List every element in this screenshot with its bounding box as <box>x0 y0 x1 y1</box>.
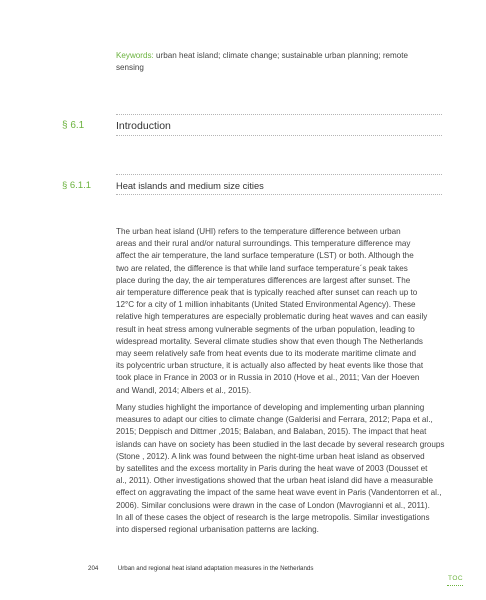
subsection-number: § 6.1.1 <box>62 180 92 191</box>
text-line: al., 2011). Other investigations showed that the urban heat island did have a measurable <box>116 476 434 486</box>
divider-top <box>116 174 442 175</box>
text-line: In all of these cases the object of research is the large metropolis. Similar investigations <box>116 512 430 522</box>
keywords-block <box>116 50 416 74</box>
text-line: two are related, the difference is that while land surface temperature´s peak takes <box>116 263 408 273</box>
text-line: Many studies highlight the importance of developing and implementing urban planning <box>116 403 425 412</box>
text-line: its polycentric urban structure, it is actually also affected by heat events like those that <box>116 361 424 371</box>
text-line: may seem relatively safe from heat events due to its moderate maritime climate and <box>116 349 417 359</box>
text-line: 2006). Similar conclusions were drawn in the case of London (Mavrogianni et al., 2011). <box>116 500 430 510</box>
text-line: by satellites and the excess mortality in Paris during the heat wave of 2003 (Dousset et <box>116 464 428 474</box>
running-title: Urban and regional heat island adaptation measures in the Netherlands <box>117 565 314 572</box>
section-title: Introduction <box>116 120 171 132</box>
keywords-text: urban heat island; climate change; sustainable urban planning; remote sensing <box>116 51 409 72</box>
keywords-label: Keywords: <box>116 51 154 60</box>
text-line: into dispersed regional urbanisation patterns are lacking. <box>116 525 319 535</box>
text-line: The urban heat island (UHI) refers to the temperature difference between urban <box>116 227 401 236</box>
text-line: relative high temperatures are especially problematic during heat waves and can easily <box>116 312 428 322</box>
paragraph-2 <box>116 402 446 536</box>
toc-underline <box>447 585 463 586</box>
text-line: result in heat stress among vulnerable segments of the urban population, leading to <box>116 324 415 334</box>
subsection-heading-heat-islands <box>62 180 442 196</box>
divider-bottom <box>116 194 442 195</box>
text-line: effect on aggravating the impact of the same heat wave event in Paris (Vandentorren et al., <box>116 488 442 498</box>
subsection-title: Heat islands and medium size cities <box>116 181 264 191</box>
text-line: and Wandl, 2014; Albers et al., 2015). <box>116 385 252 395</box>
divider-top <box>116 114 442 115</box>
text-line: (Stone , 2012). A link was found between the night-time urban heat island as observed <box>116 451 425 461</box>
text-line: 2015; Deppisch and Dittmer ,2015; Balaban, and Balaban, 2015). The impact that heat <box>116 427 427 437</box>
divider-bottom <box>116 135 442 136</box>
page-footer <box>88 565 313 572</box>
section-heading-introduction <box>62 120 442 136</box>
text-line: areas and their rural and/or natural surroundings. This temperature difference may <box>116 239 411 249</box>
toc-link[interactable]: TOC <box>448 575 464 582</box>
text-line: air temperature difference peak that is typically reached after sunset can reach up to <box>116 288 418 298</box>
text-line: affect the air temperature, the land surface temperature (LST) or both. Although the <box>116 251 414 261</box>
text-line: islands can have on society has been studied in the last decade by several research groups <box>116 439 445 449</box>
text-line: measures to adapt our cities to climate change (Galderisi and Ferrara, 2012; Papa et al., <box>116 415 433 425</box>
page-number: 204 <box>88 565 99 572</box>
text-line: place during the day, the air temperatures differences are largest after sunset. The <box>116 275 411 285</box>
text-line: 12°C for a city of 1 million inhabitants (United Stated Environmental Agency). These <box>116 300 416 310</box>
text-line: widespread mortality. Several climate studies show that even though The Netherlands <box>116 336 423 346</box>
paragraph-1 <box>116 226 446 397</box>
text-line: took place in France in 2003 or in Russia in 2010 (Hove et al., 2011; Van der Hoeven <box>116 373 420 383</box>
section-number: § 6.1 <box>62 120 85 131</box>
